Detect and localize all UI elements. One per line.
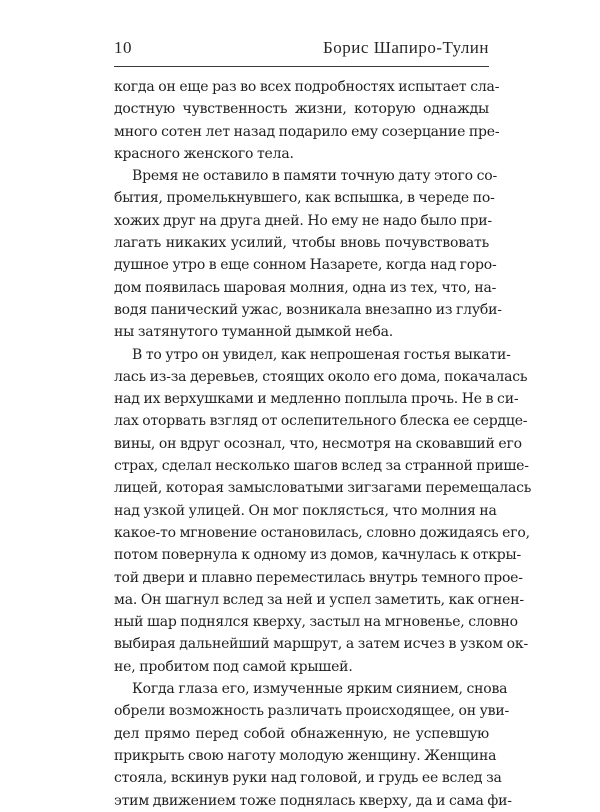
text-line: стояла, вскинув руки над головой, и грудь ее вслед за	[114, 770, 502, 787]
text-line: прикрыть свою наготу молодую женщину. Женщина	[114, 747, 497, 764]
text-line: В то утро он увидел, как непрошеная гостья выкати-	[132, 346, 511, 363]
paragraph-4	[114, 678, 512, 812]
paragraph-3	[114, 344, 532, 678]
text-line: Когда глаза его, измученные ярким сиянием, снова	[132, 681, 508, 698]
text-line: над их верхушками и медленно поплыла прочь. Не в си-	[114, 391, 519, 408]
text-line: не, пробитом под самой крышей.	[114, 658, 353, 675]
paragraph-2	[114, 165, 502, 343]
text-line: водя панический ужас, возникала внезапно из глуби-	[114, 301, 502, 318]
paragraph-1	[114, 76, 500, 165]
text-line: хожих друг на друга дней. Но ему не надо было при-	[114, 212, 492, 229]
text-line: лах оторвать взгляд от ослепительного блеска ее сердце-	[114, 413, 528, 430]
text-line: бытия, промелькнувшего, как вспышка, в череде по-	[114, 190, 495, 207]
text-line: ны затянутого туманной дымкой неба.	[114, 324, 393, 341]
text-line: дел прямо перед собой обнаженную, не успевшую	[114, 725, 489, 742]
text-line: лицей, которая замысловатыми зигзагами перемещалась	[114, 480, 532, 497]
page-header	[114, 38, 489, 62]
running-head-author: Борис Шапиро-Тулин	[323, 38, 489, 57]
text-line: лась из-за деревьев, стоящих около его дома, покачалась	[114, 368, 528, 385]
text-line: красного женского тела.	[114, 145, 294, 162]
text-line: выбирая дальнейший маршрут, а затем исчез в узком ок-	[114, 636, 528, 653]
text-line: достную чувственность жизни, которую однажды	[114, 101, 489, 118]
text-line: этим движением тоже поднялась кверху, да и сама фи-	[114, 792, 512, 809]
text-line: лагать никаких усилий, чтобы вновь почувствовать	[114, 235, 489, 252]
header-rule	[114, 66, 489, 67]
text-line: над узкой улицей. Он мог поклясться, что молния на	[114, 502, 497, 519]
text-line: когда он еще раз во всех подробностях испытает сла-	[114, 79, 500, 95]
text-line: ный шар поднялся кверху, застыл на мгновенье, словно	[114, 614, 518, 631]
text-line: потом повернула к одному из домов, качнулась к откры-	[114, 547, 522, 564]
text-line: Время не оставило в памяти точную дату этого со-	[132, 168, 498, 185]
text-line: много сотен лет назад подарило ему созерцание пре-	[114, 123, 500, 140]
text-line: ма. Он шагнул вслед за ней и успел заметить, как огнен-	[114, 591, 524, 608]
text-line: той двери и плавно переместилась внутрь темного прое-	[114, 569, 523, 586]
text-line: дом появилась шаровая молния, одна из тех, что, на-	[114, 279, 497, 296]
text-line: какое-то мгновение остановилась, словно дожидаясь его,	[114, 524, 530, 541]
text-line: обрели возможность различать происходящее, он уви-	[114, 703, 509, 720]
page-number: 10	[114, 38, 132, 57]
text-line: душное утро в еще сонном Назарете, когда над горо-	[114, 257, 497, 274]
text-line: страх, сделал несколько шагов вслед за странной пришe-	[114, 458, 529, 475]
text-line: вины, он вдруг осознал, что, несмотря на сковавший его	[114, 435, 522, 452]
page-body	[114, 76, 532, 812]
